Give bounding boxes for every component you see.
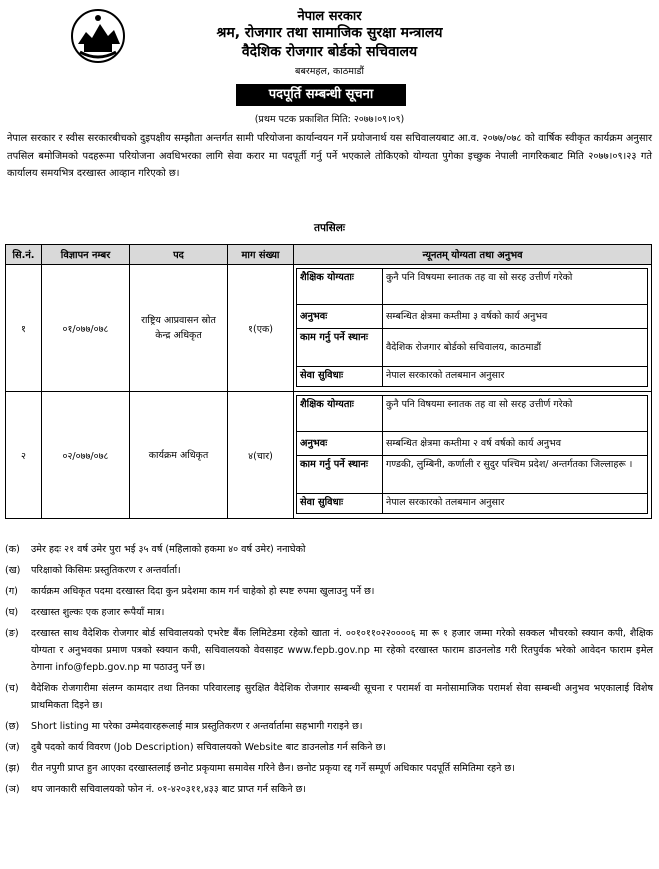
note-marker: (क) bbox=[5, 544, 20, 555]
note-text: रीत नपुगी प्राप्त हुन आएका दरखास्तलाई छनोट प्रकृयामा समावेस गरिने छैन। छनोट प्रकृया रद्द गर्ने सम्पूर्ण अधिकार पदपूर्ति समितिमा रहने छ। bbox=[31, 763, 515, 774]
note-text: कार्यक्रम अधिकृत पदमा दरखास्त दिदा कुन प्रदेशमा काम गर्न चाहेको हो स्पष्ट रुपमा खुलाउनु पर्ने छ। bbox=[31, 586, 375, 597]
qualification-row bbox=[297, 432, 648, 456]
note-text: दरखास्त शुल्कः एक हजार रूपैयाँ मात्र। bbox=[31, 607, 165, 618]
row-qualifications bbox=[294, 265, 652, 392]
intro-paragraph: नेपाल सरकार र स्वीस सरकारबीचको दुइपक्षीय सम्झौता अन्तर्गत सामी परियोजना कार्यान्वयन गर्ने प्रयोजनार्थ यस सचिवालयबाट आ.व. २०७७/०७८ को वार्षिक स्वीकृत कार्यक्रम अनुसार तपसिल बमोजिमको पदहरूमा परियोजना अवधिभरका लागि सेवा करार मा पदपूर्ती गर्नु पर्ने भएकाले तोकिएको योग्यता पुगेका इच्छुक नेपाली नागरिकबाट मिति २०७७।०९।२३ गते कार्यालय समयभित्र दरखास्त आव्हान गरिएको छ। bbox=[7, 133, 652, 179]
qual-value: सम्बन्धित क्षेत्रमा कम्तीमा २ वर्ष वर्षको कार्य अनुभव bbox=[383, 432, 648, 456]
row-adv-no: ०१/०७७/०७८ bbox=[42, 265, 130, 392]
header bbox=[0, 0, 659, 125]
details-heading: तपसिलः bbox=[313, 222, 345, 234]
row-post: राष्ट्रिय आप्रवासन स्रोत केन्द्र अधिकृत bbox=[130, 265, 228, 392]
note-text: Short listing मा परेका उम्मेदवारहरूलाई मात्र प्रस्तुतिकरण र अन्तर्वार्तामा सहभागी गराइने छ। bbox=[31, 721, 363, 732]
vacancy-table bbox=[5, 244, 652, 519]
qual-label: काम गर्नु पर्ने स्थानः bbox=[297, 329, 383, 367]
row-post: कार्यक्रम अधिकृत bbox=[130, 392, 228, 519]
row-sn: २ bbox=[6, 392, 42, 519]
note-text: थप जानकारी सचिवालयको फोन नं. ०१-४२०३११,४३३ बाट प्राप्त गर्न सकिने छ। bbox=[31, 784, 306, 795]
qualification-table bbox=[296, 395, 648, 514]
note-marker: (ञ) bbox=[5, 784, 20, 795]
qual-value: नेपाल सरकारको तलबमान अनुसार bbox=[383, 367, 648, 387]
qual-label: शैक्षिक योग्यताः bbox=[297, 396, 383, 432]
note-item bbox=[5, 583, 653, 600]
row-count: १(एक) bbox=[228, 265, 294, 392]
header-government: नेपाल सरकार bbox=[297, 9, 362, 24]
note-marker: (छ) bbox=[5, 721, 20, 732]
note-marker: (ज) bbox=[5, 742, 20, 753]
col-header-post: पद bbox=[130, 245, 228, 265]
note-item bbox=[5, 625, 653, 676]
note-item bbox=[5, 541, 653, 558]
note-item bbox=[5, 718, 653, 735]
qual-value: वैदेशिक रोजगार बोर्डको सचिवालय, काठमाडौं bbox=[383, 329, 648, 367]
note-text: दुबै पदको कार्य विवरण (Job Description) सचिवालयको Website बाट डाउनलोड गर्न सकिने छ। bbox=[31, 742, 386, 753]
note-item bbox=[5, 562, 653, 579]
qual-label: सेवा सुविधाः bbox=[297, 494, 383, 514]
qualification-row bbox=[297, 305, 648, 329]
note-marker: (च) bbox=[5, 683, 19, 694]
qualification-table bbox=[296, 268, 648, 387]
qual-value: सम्बन्धित क्षेत्रमा कम्तीमा ३ वर्षको कार्य अनुभव bbox=[383, 305, 648, 329]
note-marker: (ङ) bbox=[5, 628, 19, 639]
header-ministry: श्रम, रोजगार तथा सामाजिक सुरक्षा मन्त्रालय bbox=[216, 25, 443, 41]
row-qualifications bbox=[294, 392, 652, 519]
note-marker: (घ) bbox=[5, 607, 19, 618]
note-text: वैदेशिक रोजगारीमा संलग्न कामदार तथा तिनका परिवारलाइ सुरक्षित वैदेशिक रोजगार सम्बन्धी सूचना र परामर्श वा मनोसामाजिक परामर्श सेवा सम्बन्धी अनुभव भएकालाई विशेष प्राथमिकता दिइने छ। bbox=[31, 683, 653, 711]
table-row bbox=[6, 392, 652, 519]
qualification-row bbox=[297, 367, 648, 387]
col-header-sn: सि.नं. bbox=[6, 245, 42, 265]
qual-label: शैक्षिक योग्यताः bbox=[297, 269, 383, 305]
qualification-row bbox=[297, 396, 648, 432]
qual-value: कुनै पनि विषयमा स्नातक तह वा सो सरह उत्तीर्ण गरेको bbox=[383, 269, 648, 305]
col-header-qualification: न्यूनतम् योग्यता तथा अनुभव bbox=[294, 245, 652, 265]
note-text: दरखास्त साथ वैदेशिक रोजगार बोर्ड सचिवालयको एभरेष्ट बैंक लिमिटेडमा रहेको खाता नं. ००१०११०२२००००६ मा रू १ हजार जम्मा गरेको सक्कल भौचरको स्क्यान कपी, शैक्षिक योग्यता र अनुभवका प्रमाण पत्रको स्क्यान कपी, सचिवालयको वेवसाइट www.fepb.gov.np मा रहेको दरखास्त फाराम डाउनलोड गरी रितपुर्वक भरेको आवेदन फाराम इमेल ठेगाना info@fepb.gov.np मा पठाउनु पर्ने छ। bbox=[31, 628, 653, 673]
note-item bbox=[5, 760, 653, 777]
header-address: बबरमहल, काठमाडौं bbox=[295, 66, 364, 77]
note-marker: (ख) bbox=[5, 565, 21, 576]
header-secretariat: वैदेशिक रोजगार बोर्डको सचिवालय bbox=[241, 44, 418, 60]
qualification-row bbox=[297, 456, 648, 494]
qual-label: अनुभवः bbox=[297, 305, 383, 329]
qual-value: गण्डकी, लुम्बिनी, कर्णाली र सुदुर पश्चिम प्रदेश/ अन्तर्गतका जिल्लाहरू । bbox=[383, 456, 648, 494]
col-header-count: माग संख्या bbox=[228, 245, 294, 265]
note-item bbox=[5, 680, 653, 714]
row-adv-no: ०२/०७७/०७८ bbox=[42, 392, 130, 519]
qual-label: सेवा सुविधाः bbox=[297, 367, 383, 387]
table-header-row bbox=[6, 245, 652, 265]
row-count: ४(चार) bbox=[228, 392, 294, 519]
qualification-row bbox=[297, 269, 648, 305]
note-item bbox=[5, 604, 653, 621]
qual-label: काम गर्नु पर्ने स्थानः bbox=[297, 456, 383, 494]
table-row bbox=[6, 265, 652, 392]
row-sn: १ bbox=[6, 265, 42, 392]
published-date: (प्रथम पटक प्रकाशित मिति: २०७७।०९।०९) bbox=[254, 114, 405, 125]
qual-value: नेपाल सरकारको तलबमान अनुसार bbox=[383, 494, 648, 514]
note-item bbox=[5, 781, 653, 798]
notes-list bbox=[5, 541, 653, 798]
note-text: परिक्षाको किसिमः प्रस्तुतिकरण र अन्तर्वार्ता। bbox=[31, 565, 181, 576]
note-marker: (ग) bbox=[5, 586, 18, 597]
note-item bbox=[5, 739, 653, 756]
qualification-row bbox=[297, 494, 648, 514]
note-marker: (झ) bbox=[5, 763, 20, 774]
col-header-adv-no: विज्ञापन नम्बर bbox=[42, 245, 130, 265]
note-text: उमेर हदः २१ वर्ष उमेर पुरा भई ३५ वर्ष (महिलाको हकमा ४० वर्ष उमेर) ननाघेको bbox=[31, 544, 306, 555]
qualification-row bbox=[297, 329, 648, 367]
qual-value: कुनै पनि विषयमा स्नातक तह वा सो सरह उत्तीर्ण गरेको bbox=[383, 396, 648, 432]
qual-label: अनुभवः bbox=[297, 432, 383, 456]
notice-title: पदपूर्ति सम्बन्धी सूचना bbox=[236, 84, 406, 106]
